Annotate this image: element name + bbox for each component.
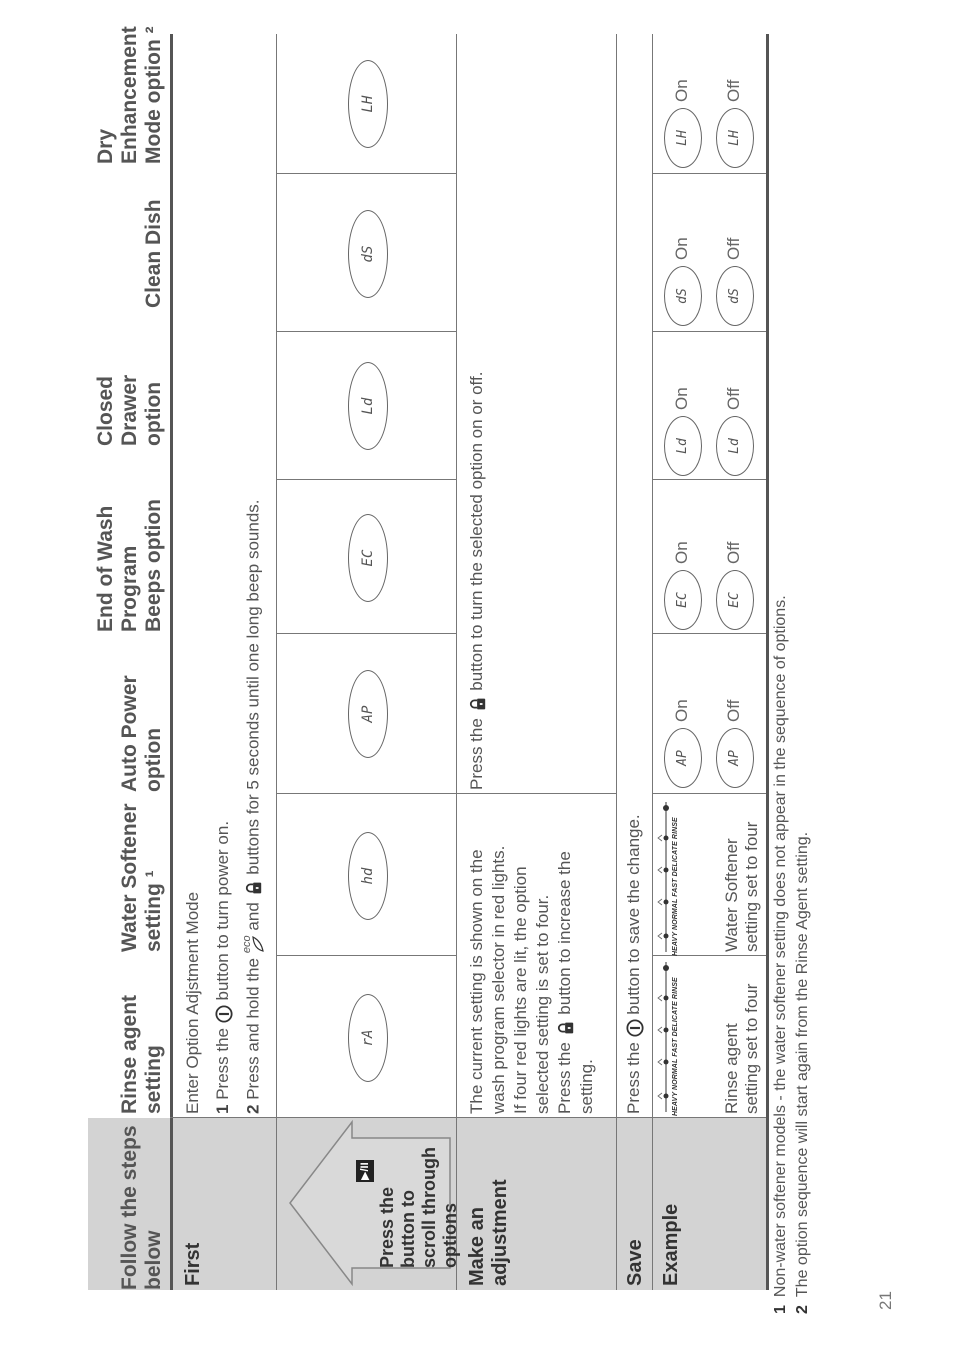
footnote-2 [794,832,812,1314]
example-closed-off-display: Ld [716,416,754,476]
lcd-display-clean: dS [348,210,388,298]
adjust-line-3: If four red lights are lit, the option [511,866,530,1114]
first-step1 [212,821,234,1114]
header-end: End of Wash Program Beeps option [94,498,165,632]
example-clean-off: Off [724,237,743,260]
rinse-selector-labels: HEAVY NORMAL FAST DELICATE RINSE [672,977,679,1116]
footnote-2-number: 2 [794,1305,811,1314]
example-rule-3 [652,633,766,634]
example-closed-on: On [672,387,691,410]
step2-text-a: Press and hold the [243,958,263,1100]
lcd-display-water: hd [348,832,388,920]
example-auto-off-display: AP [716,728,754,788]
header-auto: Auto Power option [118,675,165,792]
page-number: 21 [876,1291,895,1310]
header-closed: Closed Drawer option [94,374,165,446]
adjust-line-4: selected setting is set to four. [533,894,552,1114]
row-label-save: Save [624,1239,646,1286]
rule-adjust [616,34,617,1290]
step2-and: and [243,902,263,931]
lcd-display-auto: AP [348,670,388,758]
col-rule-7 [276,173,456,174]
example-rule-5 [652,331,766,332]
adjust-line-5 [554,796,576,1114]
row-label-adjust: Make an adjustment [466,1179,511,1286]
lcd-display-end: EC [348,514,388,602]
rule-header [170,34,173,1290]
water-caption: Water Softener setting set to four [722,821,761,952]
save-text-b: button to save the change. [624,814,643,1015]
example-dry-on: On [672,79,691,102]
col-rule-3 [276,793,456,794]
example-closed-off: Off [724,387,743,410]
adjust-line-1: The current setting is shown on the [467,849,486,1114]
lcd-display-dry: LH [348,60,388,148]
step1-number: 1 [213,1104,232,1114]
footnote-2-text: The option sequence will start again from the Rinse Agent setting. [794,831,811,1298]
col-rule-2 [276,955,456,956]
example-clean-on-display: dS [664,266,702,326]
adjust-split [456,793,616,794]
col-rule-6 [276,331,456,332]
first-intro: Enter Option Adjstment Mode [183,891,202,1114]
example-dry-off-display: LH [716,108,754,168]
header-steps: Follow the steps below [118,1125,165,1290]
header-rinse: Rinse agent setting [118,994,165,1114]
example-end-off-display: EC [716,570,754,630]
power-icon [215,1005,233,1023]
save-text [623,814,645,1114]
footnote-1 [772,595,790,1314]
adjust-line-6: setting. [577,1059,596,1114]
eco-label: eco [241,935,253,954]
lcd-display-closed: Ld [348,362,388,450]
row-label-first: First [182,1242,204,1286]
example-clean-off-display: dS [716,266,754,326]
example-rule-1 [652,955,766,956]
row-label-example: Example [660,1203,682,1286]
rule-bottom [766,34,769,1290]
lcd-display-rinse: rA [348,994,388,1082]
col-rule-steps [170,1117,766,1118]
water-selector-labels: HEAVY NORMAL FAST DELICATE RINSE [672,817,679,956]
adjust-right-b: button to turn the selected option on or off. [467,371,486,691]
example-dry-off: Off [724,79,743,102]
example-rule-2 [652,793,766,794]
example-end-on: On [672,541,691,564]
lock-icon [469,695,487,713]
power-icon [626,1019,644,1037]
first-step2 [242,500,266,1115]
adjust-press-the: Press the [555,1042,574,1114]
step2-text-b: buttons for 5 seconds until one long beep sounds. [243,499,263,875]
example-auto-on-display: AP [664,728,702,788]
example-end-on-display: EC [664,570,702,630]
adjust-line-5-tail: button to increase the [555,851,574,1015]
scroll-label: Press the button to scroll through options [377,1147,460,1268]
adjust-line-2: wash program selector in red lights. [489,845,508,1114]
header-water: Water Softener setting ¹ [118,803,165,952]
row-label-scroll [356,1128,461,1268]
lock-icon [557,1019,575,1037]
example-clean-on: On [672,237,691,260]
step1-text-a: Press the [213,1027,232,1100]
rinse-caption: Rinse agent setting set to four [722,983,761,1114]
example-rule-4 [652,479,766,480]
example-dry-on-display: LH [664,108,702,168]
example-rule-6 [652,173,766,174]
example-auto-off: Off [724,699,743,722]
rule-save [652,34,653,1290]
lock-icon [245,879,263,897]
col-rule-4 [276,633,456,634]
play-pause-icon: ▶/II [356,1160,374,1182]
save-text-a: Press the [624,1042,643,1114]
rule-first [276,34,277,1290]
eco-icon [242,935,266,953]
adjust-right-a: Press the [467,718,486,790]
example-end-off: Off [724,541,743,564]
adjust-left-text [466,796,598,1114]
rule-scroll [456,34,457,1290]
example-auto-on: On [672,699,691,722]
header-clean: Clean Dish [142,199,165,308]
leaf-icon [252,935,264,953]
footnote-1-number: 1 [772,1305,789,1314]
step2-number: 2 [243,1104,263,1114]
step1-text-b: button to turn power on. [213,820,232,1001]
footnote-1-text: Non-water softener models - the water softener setting does not appear in the sequence of options. [772,595,789,1298]
example-closed-on-display: Ld [664,416,702,476]
header-dry: Dry Enhancement Mode option ² [94,26,165,164]
adjust-right-text [466,372,488,790]
col-rule-5 [276,479,456,480]
